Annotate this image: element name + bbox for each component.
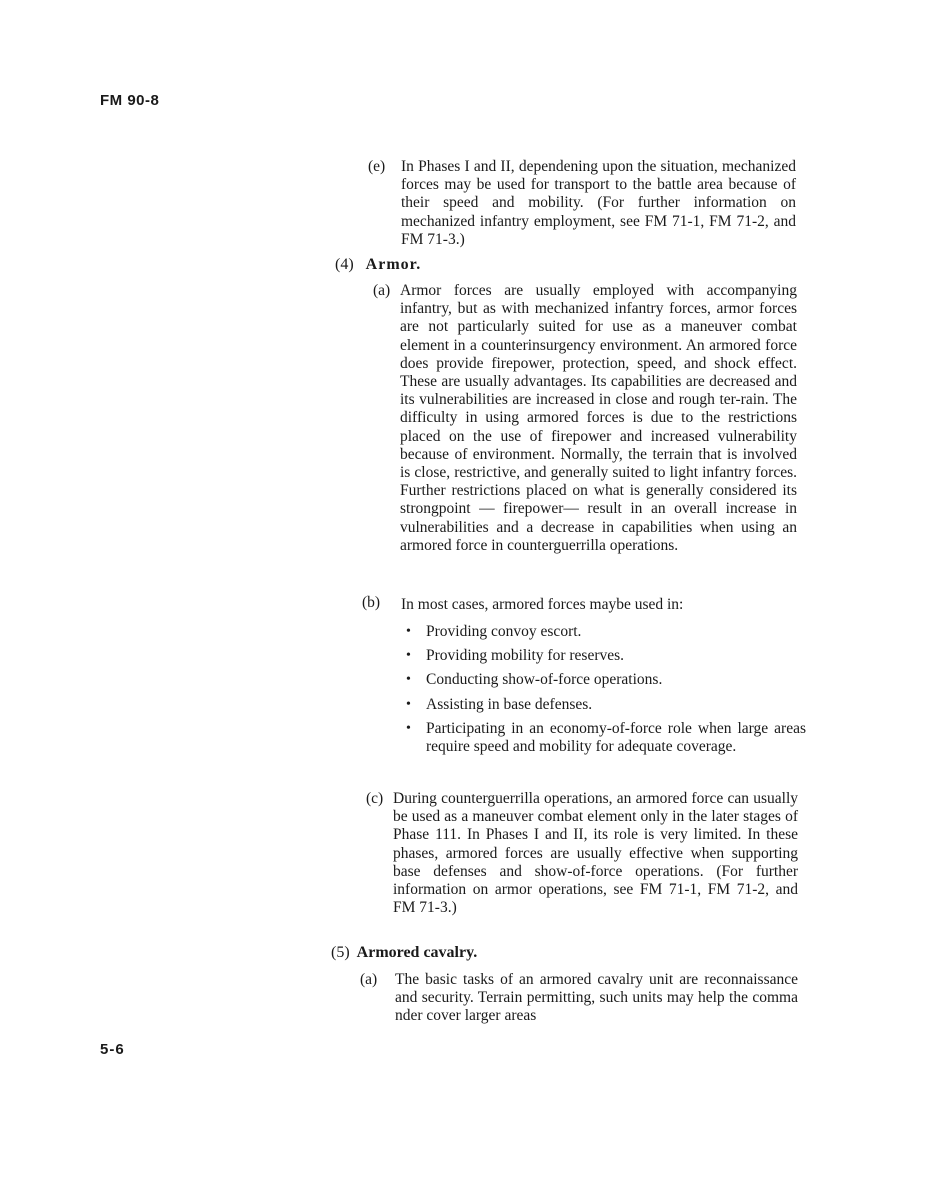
paragraph-label: (a) xyxy=(373,282,391,299)
bullet-icon: • xyxy=(406,672,411,688)
bullet-icon: • xyxy=(406,648,411,664)
list-item-text: Participating in an economy-of-force role when large areas require speed and mobility for adequate coverage. xyxy=(426,719,806,756)
bullet-icon: • xyxy=(406,624,411,639)
paragraph-text: During counterguerrilla operations, an armored force can usually be used as a maneuver combat element only in the later stages of Phase 111. In Phases I and II, its role is very limited. In these phases, armored forces are usually effective when supporting base defenses and show-of-force operations. (For further information on armor operations, see FM 71-1, FM 71-2, and FM 71-3.) xyxy=(393,790,798,917)
section-label: (4) xyxy=(335,256,354,273)
section-label: (5) xyxy=(331,944,350,961)
paragraph-cavalry-a xyxy=(360,971,798,1026)
paragraph-label: (b) xyxy=(362,594,381,611)
paragraph-armor-c xyxy=(366,790,798,917)
section-heading-armor xyxy=(335,255,421,275)
list-item xyxy=(406,696,806,714)
list-item-text: Providing mobility for reserves. xyxy=(426,647,625,665)
section-title: Armor. xyxy=(365,256,422,273)
list-item xyxy=(406,647,806,665)
list-item xyxy=(406,720,806,756)
page-number: 5-6 xyxy=(100,1041,125,1058)
list-item-text: Conducting show-of-force operations. xyxy=(426,671,663,689)
bullet-list xyxy=(406,623,806,762)
paragraph-armor-a xyxy=(373,282,797,555)
section-title: Armored cavalry. xyxy=(356,944,478,961)
list-item-text: Assisting in base defenses. xyxy=(426,695,593,713)
paragraph-text: Armor forces are usually employed with accompanying infantry, but as with mechanized infantry forces, armor forces are not particularly suited for use as a maneuver combat element in a counterinsurgency environment. An armored force does provide firepower, protection, speed, and shock effect. These are usually advantages. Its capabilities are decreased and its vulnerabilities are increased in close and rough ter-rain. The difficulty in using armored forces is due to the restrictions placed on the use of firepower and increased vulnerability because of environment. Normally, the terrain that is involved is close, restrictive, and generally suited to light infantry forces. Further restrictions placed on what is generally considered its strongpoint — firepower— result in an overall increase in vulnerabilities and a decrease in capabilities when using an armored force in counterguerrilla operations. xyxy=(400,282,797,554)
paragraph-text: In Phases I and II, dependening upon the situation, mechanized forces may be used for transport to the battle area because of their speed and mobility. (For further information on mechanized infantry employment, see FM 71-1, FM 71-2, and FM 71-3.) xyxy=(401,158,796,248)
bullet-icon: • xyxy=(406,696,411,712)
paragraph-e xyxy=(368,158,796,249)
paragraph-label: (c) xyxy=(366,790,384,807)
paragraph-label: (a) xyxy=(360,971,378,988)
list-item xyxy=(406,671,806,689)
document-id: FM 90-8 xyxy=(100,92,160,109)
paragraph-text: In most cases, armored forces maybe used in: xyxy=(401,596,684,613)
list-item-text: Providing convoy escort. xyxy=(426,623,582,640)
paragraph-text: The basic tasks of an armored cavalry unit are reconnaissance and security. Terrain permitting, such units may help the comma nder cover larger areas xyxy=(395,971,798,1025)
section-heading-armored-cavalry xyxy=(331,943,477,963)
paragraph-armor-b xyxy=(362,596,798,614)
bullet-icon: • xyxy=(406,720,411,736)
list-item xyxy=(406,623,806,641)
paragraph-label: (e) xyxy=(368,158,386,175)
